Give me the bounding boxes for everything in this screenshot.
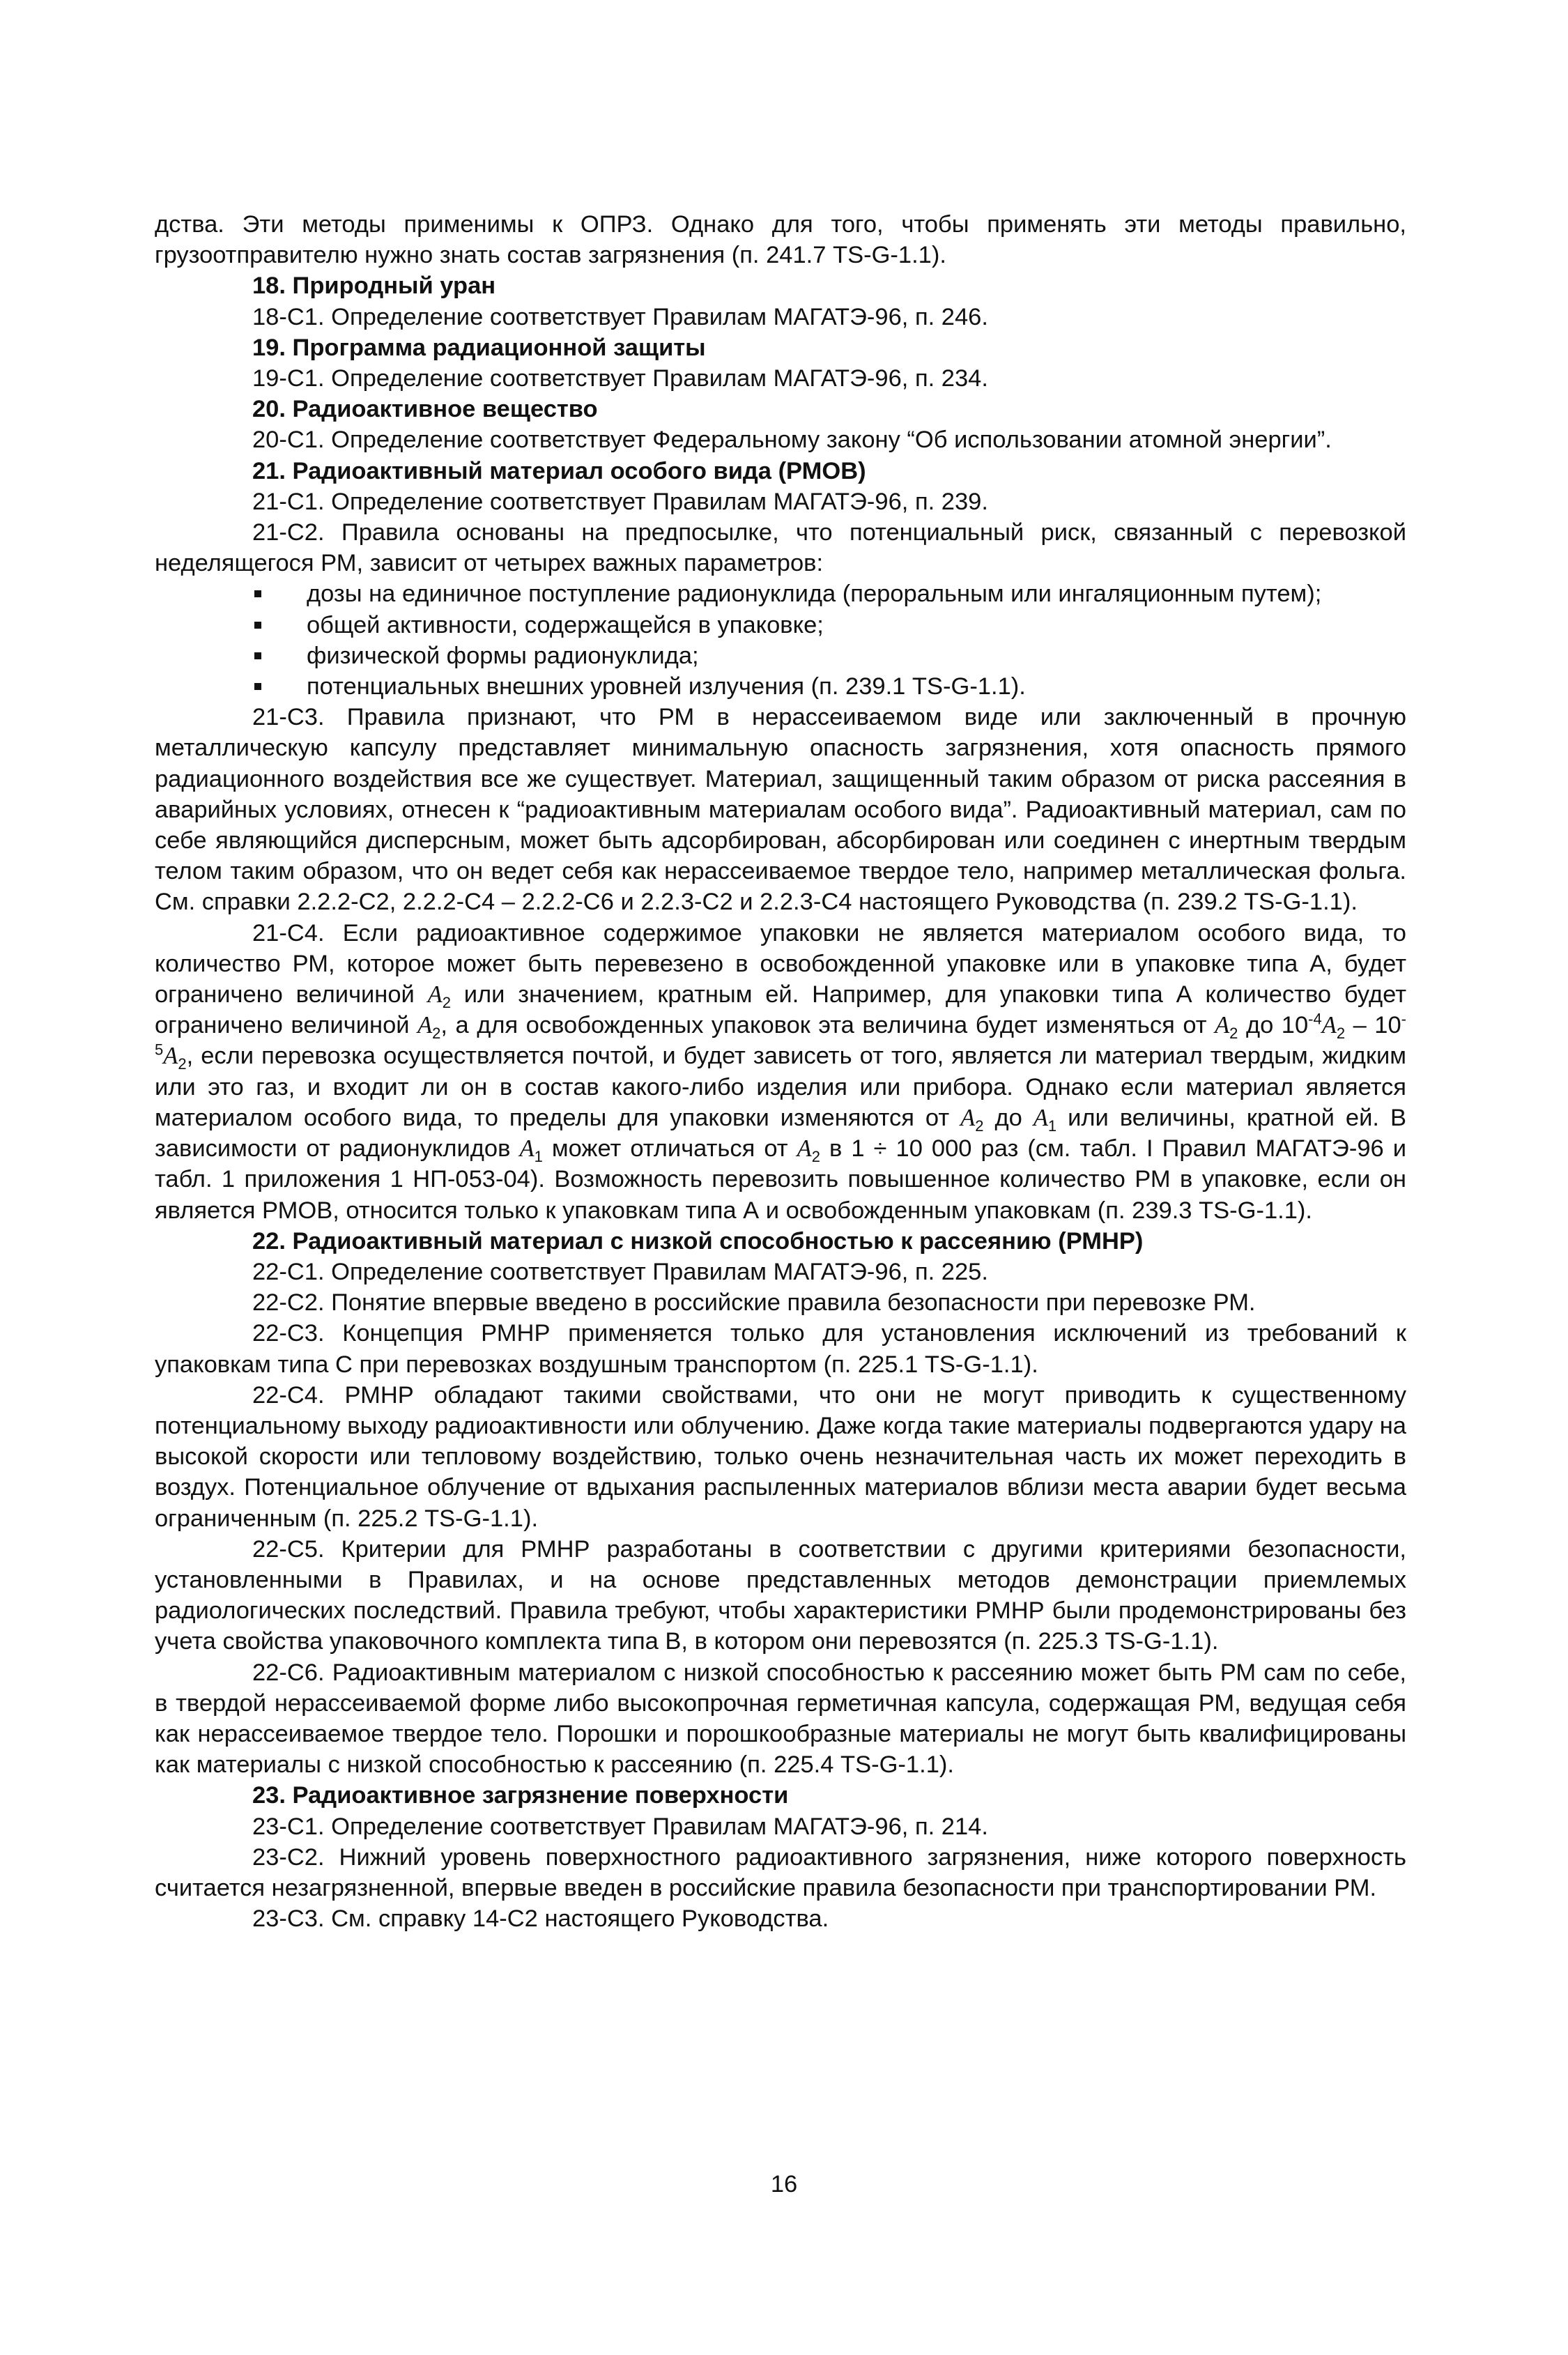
paragraph-22-c6: 22-C6. Радиоактивным материалом с низкой способностью к рассеянию может быть РМ сам по себе, в твердой нерассеиваемой форме либо высокопрочная герметичная капсула, содержащая РМ, ведущая себя как нерассеиваемое твердое тело. Порошки и порошкообразные материалы не могут быть квалифицированы как материалы с низкой способностью к рассеянию (п. 225.4 TS-G-1.1). (155, 1659, 1406, 1779)
section-heading-23: 23. Радиоактивное загрязнение поверхности (252, 1782, 789, 1809)
symbol-a: A (797, 1135, 812, 1163)
symbol-a: A (427, 981, 443, 1008)
paragraph-22-c4: 22-C4. РМНР обладают такими свойствами, что они не могут приводить к существенному потенциальному выходу радиоактивности или облучению. Даже когда такие материалы подвергаются удару на высокой скорости или тепловому воздействию, только очень незначительная часть их может переходить в воздух. Потенциальное облучение от вдыхания распыленных материалов вблизи места аварии будет весьма ограниченным (п. 225.2 TS-G-1.1). (155, 1381, 1406, 1532)
text-fragment: до (983, 1104, 1033, 1131)
text-fragment: или величины, кратной ей. В зависимости от радионуклидов (155, 1104, 1406, 1163)
symbol-a: A (417, 1012, 433, 1039)
list-item (155, 610, 1406, 640)
list-item (155, 640, 1406, 671)
text-fragment: , если перевозка осуществляется почтой, и будет зависеть от того, является ли материал твердым, жидким или это газ, и входит ли он в состав какого-либо изделия или прибора. Однако если материал является материалом особого вида, то пределы для упаковки изменяются от (155, 1043, 1406, 1131)
bullet-icon (254, 590, 261, 597)
bullet-icon (254, 622, 261, 629)
paragraph-22-c1: 22-C1. Определение соответствует Правилам МАГАТЭ-96, п. 225. (252, 1258, 988, 1285)
paragraph-22-c2: 22-C2. Понятие впервые введено в российские правила безопасности при перевозке РМ. (252, 1289, 1256, 1317)
subscript: 2 (178, 1055, 187, 1073)
symbol-a: A (1321, 1012, 1337, 1039)
paragraph-21-c1: 21-C1. Определение соответствует Правилам МАГАТЭ-96, п. 239. (252, 488, 988, 515)
subscript: 2 (432, 1025, 441, 1043)
symbol-a: A (163, 1043, 178, 1070)
paragraph-22-c3: 22-C3. Концепция РМНР применяется только для установления исключений из требований к упаковкам типа С при перевозках воздушным транспортом (п. 225.1 TS-G-1.1). (155, 1320, 1406, 1378)
text-fragment: в 1 ÷ 10 000 раз (см. табл. I Правил МАГАТЭ-96 и табл. 1 приложения 1 НП-053-04). Возможность перевозить повышенное количество РМ в упаковке, если он является РМОВ, относится только к упаковкам типа А и освобожденным упаковкам (п. 239.3 TS-G-1.1). (155, 1135, 1407, 1224)
section-heading-19: 19. Программа радиационной защиты (252, 334, 706, 361)
subscript: 1 (534, 1147, 543, 1165)
subscript: 2 (442, 993, 451, 1011)
list-item (155, 578, 1406, 609)
page-content (155, 209, 1406, 1934)
section-heading-21: 21. Радиоактивный материал особого вида (РМОВ) (252, 457, 866, 484)
subscript: 2 (1336, 1025, 1346, 1043)
symbol-a: A (960, 1104, 976, 1131)
text-fragment: или значением, кратным ей. Например, для упаковки типа А количество будет ограничено величиной (155, 981, 1406, 1039)
page-number: 16 (770, 2171, 798, 2197)
exponent: -4 (1308, 1010, 1322, 1028)
paragraph-23-c1: 23-C1. Определение соответствует Правилам МАГАТЭ-96, п. 214. (252, 1813, 988, 1840)
text-fragment: – 10 (1345, 1012, 1401, 1039)
section-heading-20: 20. Радиоактивное вещество (252, 396, 598, 423)
paragraph-23-c2: 23-C2. Нижний уровень поверхностного радиоактивного загрязнения, ниже которого поверхность считается незагрязненной, впервые введен в российские правила безопасности при транспортировании РМ. (155, 1843, 1406, 1901)
section-heading-18: 18. Природный уран (252, 273, 496, 300)
symbol-a: A (519, 1135, 535, 1163)
subscript: 1 (1047, 1117, 1057, 1135)
list-item-text: физической формы радионуклида; (307, 642, 699, 669)
list-item-text: дозы на единичное поступление радионуклида (пероральным или ингаляционным путем); (307, 581, 1322, 608)
paragraph-20-c1: 20-C1. Определение соответствует Федеральному закону “Об использовании атомной энергии”. (252, 427, 1332, 454)
list-item (155, 671, 1406, 702)
symbol-a: A (1033, 1104, 1048, 1131)
list-item-text: потенциальных внешних уровней излучения (п. 239.1 TS-G-1.1). (307, 673, 1026, 700)
paragraph-21-c2: 21-C2. Правила основаны на предпосылке, что потенциальный риск, связанный с перевозкой неделящегося РМ, зависит от четырех важных параметров: (155, 519, 1406, 577)
subscript: 2 (975, 1117, 984, 1135)
paragraph-23-c3: 23-C3. См. справку 14-C2 настоящего Руководства. (252, 1905, 829, 1933)
subscript: 2 (1229, 1025, 1238, 1043)
paragraph-18-c1: 18-C1. Определение соответствует Правилам МАГАТЭ-96, п. 246. (252, 303, 988, 330)
paragraph-continuation: дства. Эти методы применимы к ОПРЗ. Однако для того, чтобы применять эти методы правильно, грузоотправителю нужно знать состав загрязнения (п. 241.7 TS-G-1.1). (155, 211, 1406, 269)
parameter-list (155, 578, 1406, 702)
bullet-icon (254, 652, 261, 659)
paragraph-19-c1: 19-C1. Определение соответствует Правилам МАГАТЭ-96, п. 234. (252, 365, 988, 392)
paragraph-21-c3: 21-C3. Правила признают, что РМ в нерассеиваемом виде или заключенный в прочную металлическую капсулу представляет минимальную опасность загрязнения, хотя опасность прямого радиационного воздействия все же существует. Материал, защищенный таким образом от риска рассеяния в аварийных условиях, отнесен к “радиоактивным материалам особого вида”. Радиоактивный материал, сам по себе являющийся дисперсным, может быть адсорбирован, абсорбирован или соединен с инертным твердым телом таким образом, что он ведет себя как нерассеиваемое твердое тело, например металлическая фольга. См. справки 2.2.2-C2, 2.2.2-C4 – 2.2.2-C6 и 2.2.3-C2 и 2.2.3-C4 настоящего Руководства (п. 239.2 TS-G-1.1). (155, 704, 1406, 916)
paragraph-22-c5: 22-C5. Критерии для РМНР разработаны в соответствии с другими критериями безопасности, установленными в Правилах, и на основе представленных методов демонстрации приемлемых радиологических последствий. Правила требуют, чтобы характеристики РМНР были продемонстрированы без учета свойства упаковочного комплекта типа В, в котором они перевозятся (п. 225.3 TS-G-1.1). (155, 1535, 1406, 1655)
exponent: -5 (155, 1010, 1406, 1059)
text-fragment: до 10 (1238, 1012, 1309, 1039)
paragraph-21-c4 (155, 918, 1406, 1226)
text-fragment: , а для освобожденных упаковок эта величина будет изменяться от (440, 1012, 1215, 1039)
bullet-icon (254, 683, 261, 690)
text-fragment: может отличаться от (542, 1135, 797, 1163)
list-item-text: общей активности, содержащейся в упаковке; (307, 611, 824, 638)
text-fragment: 21-C4. Если радиоактивное содержимое упаковки не является материалом особого вида, то количество РМ, которое может быть перевезено в освобожденной упаковке или в упаковке типа А, будет ограничено величиной (155, 919, 1406, 1008)
subscript: 2 (811, 1147, 820, 1165)
symbol-a: A (1215, 1012, 1230, 1039)
section-heading-22: 22. Радиоактивный материал с низкой способностью к рассеянию (РМНР) (252, 1227, 1144, 1255)
